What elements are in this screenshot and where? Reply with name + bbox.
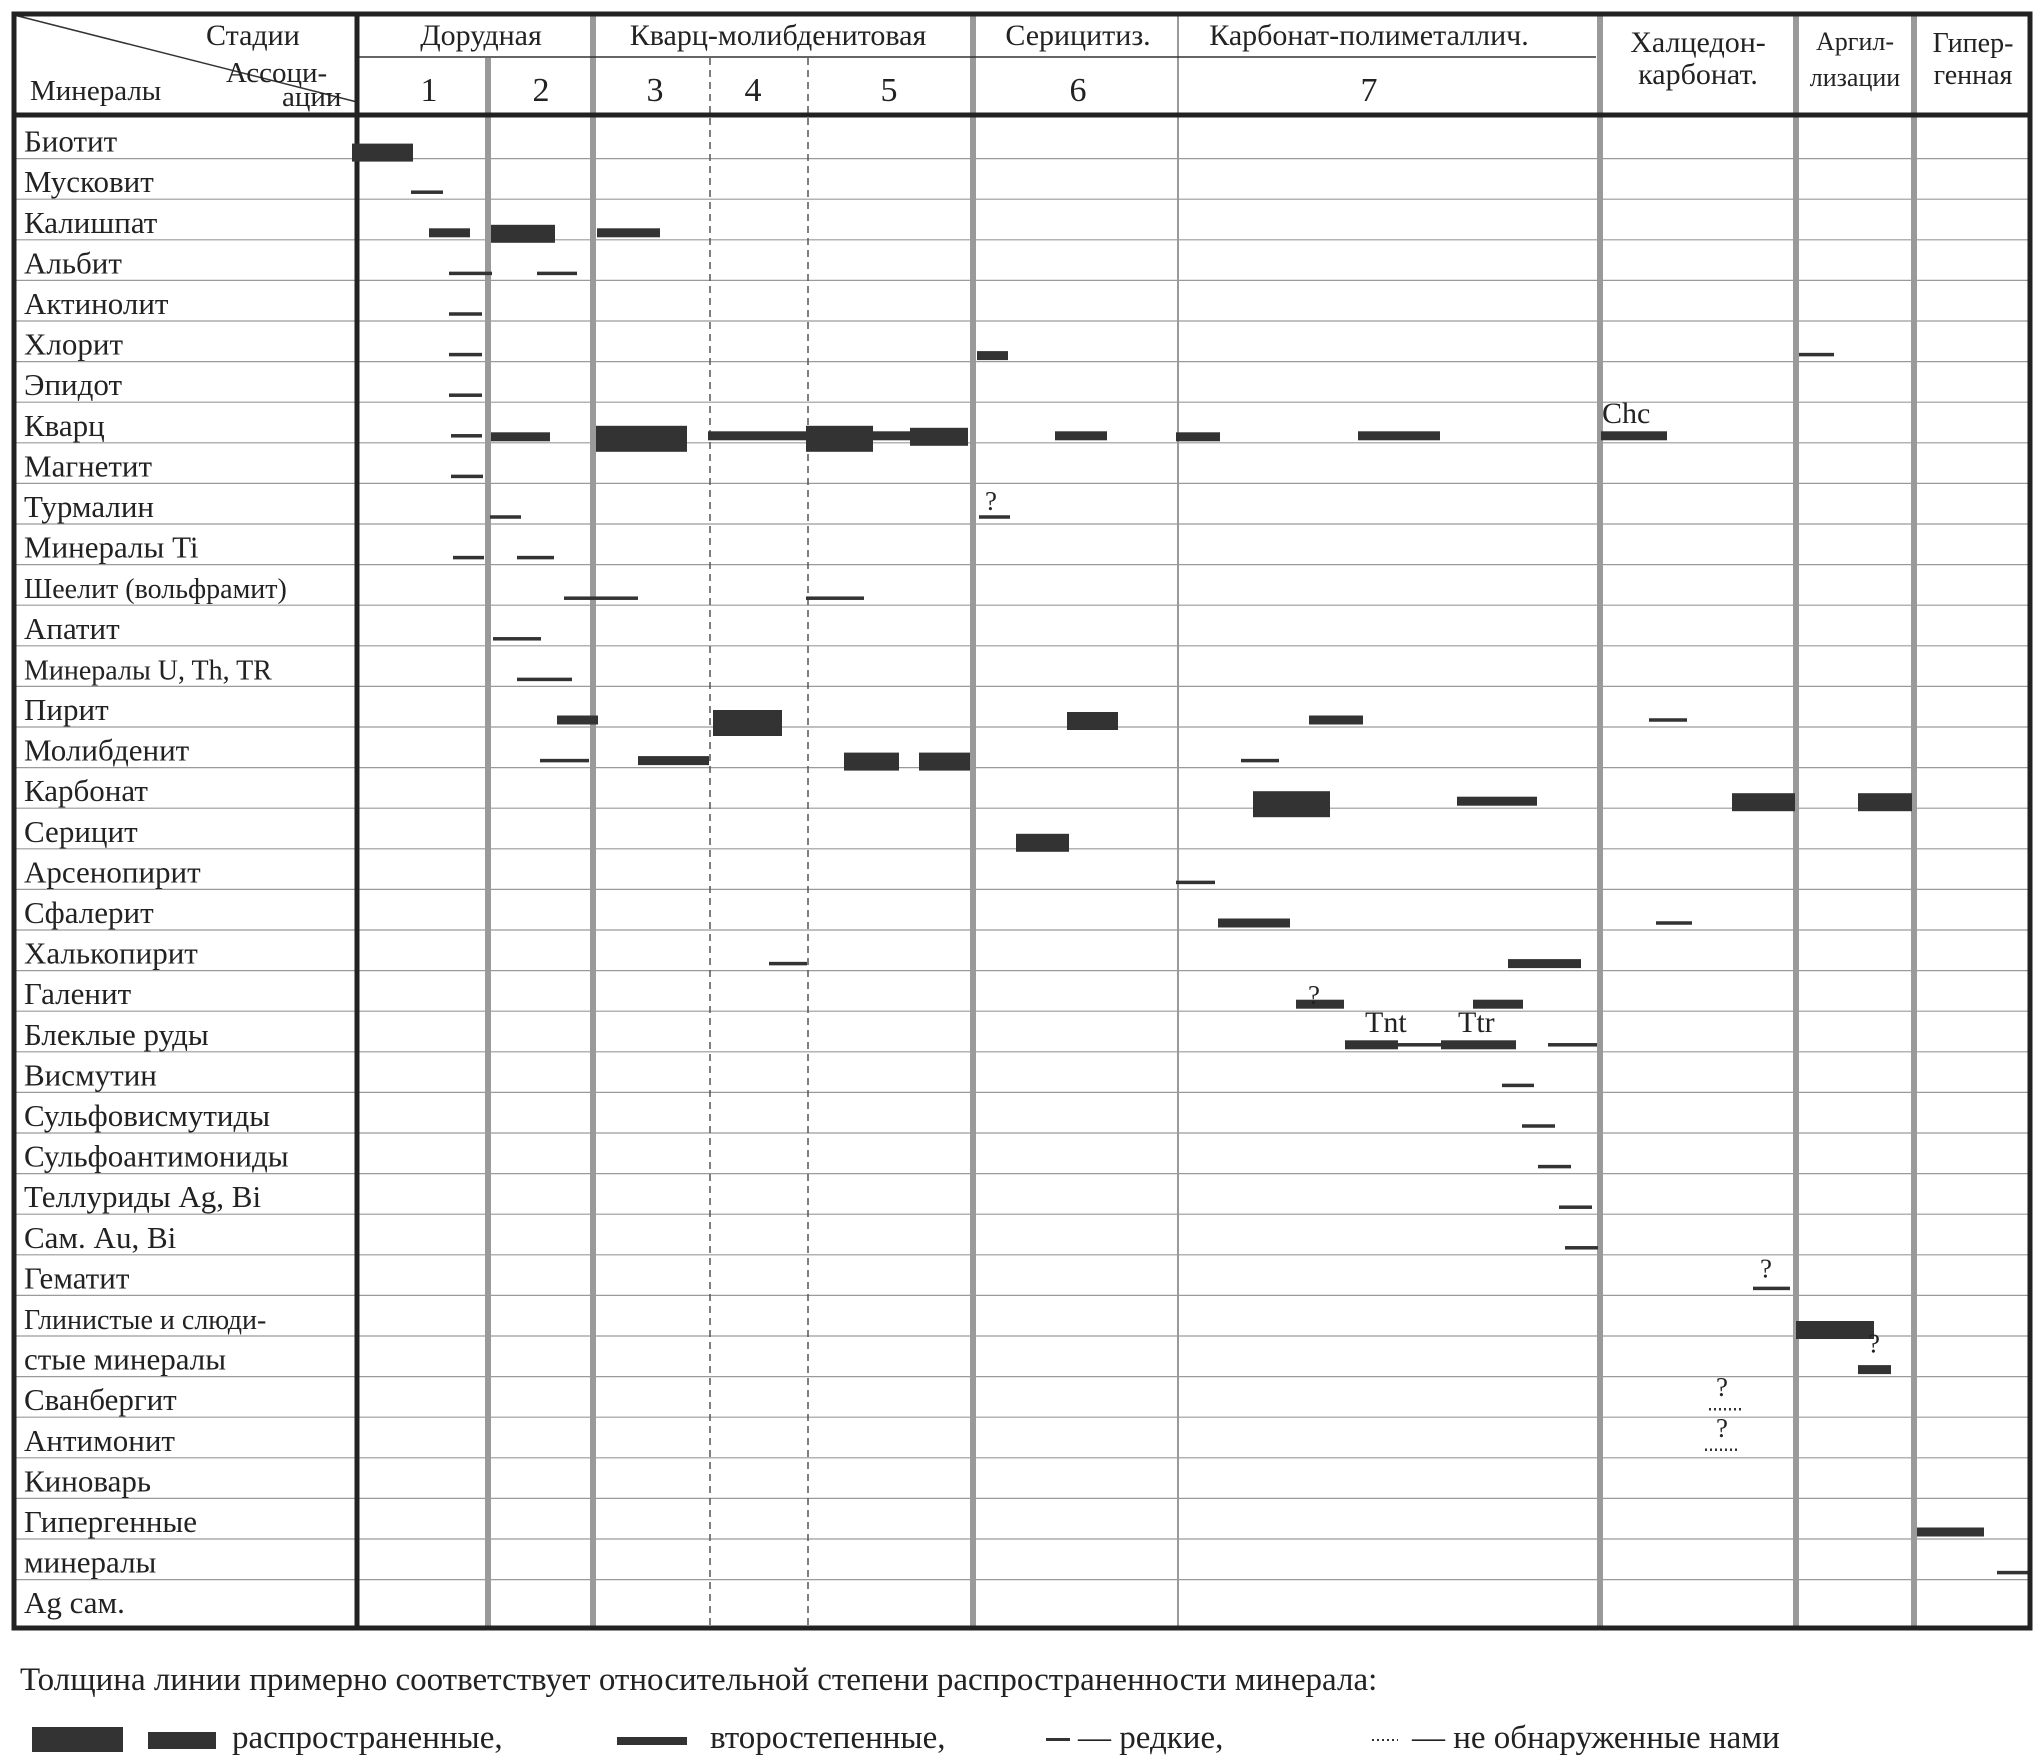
mineral-name: Сульфоантимониды <box>24 1138 289 1174</box>
stage-arg-label-2: лизации <box>1809 63 1901 92</box>
mineral-name: минералы <box>24 1544 157 1580</box>
bar-secondary <box>597 228 660 237</box>
bar-secondary <box>1441 1040 1516 1049</box>
mineral-name: Молибденит <box>24 732 190 768</box>
bar-secondary <box>638 756 709 765</box>
bar-secondary <box>1218 919 1290 928</box>
row-grid-lines <box>14 159 2030 1580</box>
corner-associations-label-1: Ассоци- <box>226 57 328 89</box>
bar-rare <box>1649 718 1687 722</box>
bar-rare <box>540 759 589 763</box>
uncertain-mark: ? <box>1760 1253 1772 1284</box>
stage-qzmo-label: Кварц-молибденитовая <box>629 19 927 52</box>
bar-secondary <box>977 351 1008 360</box>
corner-stages-label: Стадии <box>206 19 300 52</box>
column-dividers <box>488 15 1914 1628</box>
legend-secondary-swatch <box>617 1737 687 1745</box>
bar-common <box>1067 712 1118 730</box>
bar-common <box>1016 834 1069 852</box>
bar-common <box>491 225 555 243</box>
mineral-name: Апатит <box>24 610 120 646</box>
bar-common <box>806 426 873 452</box>
stage-hyp-label-2: генная <box>1933 60 2013 91</box>
stage-chalc-label-1: Халцедон- <box>1630 26 1766 59</box>
bar-rare <box>453 556 484 560</box>
association-6-number: 6 <box>1069 72 1087 109</box>
mineral-name: Сванбергит <box>24 1382 177 1418</box>
bar-secondary <box>1601 431 1667 440</box>
mineral-name: Актинолит <box>24 286 169 321</box>
mineral-name: Ag сам. <box>24 1585 125 1621</box>
mineral-name: Серицит <box>24 813 138 849</box>
bar-common <box>352 144 413 162</box>
bar-rare <box>769 962 807 966</box>
mineral-name: Висмутин <box>24 1057 157 1093</box>
bar-rare <box>490 515 521 519</box>
legend-common-label: распространенные, <box>232 1720 503 1756</box>
bar-rare <box>493 637 541 641</box>
bar-rare <box>449 353 482 357</box>
uncertain-mark: ? <box>1868 1328 1880 1359</box>
bar-secondary <box>1055 431 1107 440</box>
bar-rare <box>411 190 443 194</box>
bar-secondary <box>708 431 808 440</box>
bar-rare <box>449 393 482 397</box>
bar-common <box>919 753 970 771</box>
bar-common <box>1796 1321 1874 1339</box>
mineral-name: Теллуриды Ag, Bi <box>24 1179 262 1215</box>
bar-secondary <box>1508 959 1581 968</box>
bar-common <box>844 753 899 771</box>
mineral-name: Эпидот <box>24 367 123 403</box>
bar-secondary <box>491 432 550 441</box>
stage-arg-label-1: Аргил- <box>1816 27 1894 56</box>
mineral-name: Биотит <box>24 123 118 159</box>
bar-common <box>1732 793 1795 811</box>
bar-rare <box>449 272 492 276</box>
bar-rare <box>1398 1043 1441 1047</box>
bar-annotations <box>985 397 1880 1443</box>
association-3-number: 3 <box>646 72 664 109</box>
corner-minerals-label: Минералы <box>30 75 162 107</box>
stage-preore-label: Дорудная <box>420 19 542 52</box>
mineral-variety-label: Ttr <box>1458 1005 1495 1039</box>
bar-secondary <box>1176 432 1220 441</box>
stage-hyp-label-1: Гипер- <box>1932 28 2014 59</box>
bar-rare <box>1559 1205 1592 1209</box>
bar-secondary <box>1296 1000 1344 1009</box>
bar-rare <box>537 272 577 276</box>
mineral-name: Минералы Ti <box>24 529 199 565</box>
bar-rare <box>1997 1571 2028 1575</box>
bar-rare <box>564 596 597 600</box>
association-5-number: 5 <box>880 72 898 109</box>
mineral-name: Гипергенные <box>24 1504 198 1539</box>
bar-rare <box>451 434 482 438</box>
bar-common <box>713 710 782 736</box>
corner-associations-label-2: ации <box>282 81 342 113</box>
bar-rare <box>806 596 864 600</box>
legend-rare-swatch <box>1046 1738 1070 1741</box>
bar-secondary <box>1457 797 1537 806</box>
bar-common <box>1858 793 1912 811</box>
bar-rare <box>449 312 482 316</box>
mineral-name: Карбонат <box>24 773 148 809</box>
mineral-name: стые минералы <box>24 1341 227 1377</box>
bar-rare <box>1176 881 1215 885</box>
mineral-name: Глинистые и слюди- <box>24 1305 267 1336</box>
mineral-name: Арсенопирит <box>24 854 201 890</box>
uncertain-mark: ? <box>1716 1372 1728 1403</box>
mineral-name: Пирит <box>24 692 109 727</box>
bar-rare <box>517 556 554 560</box>
bar-rare <box>1522 1124 1555 1128</box>
mineral-name: Сфалерит <box>24 895 154 930</box>
legend-caption: Толщина линии примерно соответствует относительной степени распространенности минерала: <box>20 1662 1378 1698</box>
mineral-names <box>24 124 289 1621</box>
mineral-variety-label: Tnt <box>1365 1005 1407 1039</box>
bar-secondary <box>870 431 910 440</box>
bar-secondary <box>1345 1040 1398 1049</box>
bar-rare <box>597 596 638 600</box>
bar-rare <box>1548 1043 1597 1047</box>
bar-rare <box>1241 759 1279 763</box>
bar-rare <box>1799 353 1834 357</box>
occurrence-bars <box>352 144 2028 1575</box>
bar-secondary <box>1917 1528 1984 1537</box>
mineral-name: Минералы U, Th, TR <box>24 655 272 687</box>
bar-secondary <box>557 716 598 725</box>
legend-not-found-label: — не обнаруженные нами <box>1412 1720 1780 1756</box>
uncertain-mark: ? <box>1308 980 1320 1011</box>
bar-common <box>910 428 968 446</box>
legend-common-swatch <box>148 1732 216 1749</box>
bar-secondary <box>1858 1365 1891 1374</box>
mineral-name: Альбит <box>24 245 122 281</box>
bar-rare <box>1656 921 1692 925</box>
bar-rare <box>1502 1084 1534 1088</box>
stage-carb-label: Карбонат-полиметаллич. <box>1209 19 1529 52</box>
stage-ser-label: Серицитиз. <box>1005 19 1151 52</box>
bar-secondary <box>1358 431 1440 440</box>
mineral-name: Гематит <box>24 1260 130 1296</box>
mineral-name: Киноварь <box>24 1463 151 1499</box>
bar-rare <box>1565 1246 1598 1250</box>
mineral-variety-label: Chc <box>1602 396 1651 430</box>
mineral-name: Шеелит (вольфрамит) <box>24 574 287 606</box>
association-2-number: 2 <box>532 72 550 109</box>
mineral-name: Магнетит <box>24 448 153 484</box>
mineral-name: Галенит <box>24 976 132 1012</box>
mineral-name: Антимонит <box>24 1422 175 1458</box>
mineral-name: Блеклые руды <box>24 1016 209 1052</box>
association-7-number: 7 <box>1360 72 1378 109</box>
mineral-name: Хлорит <box>24 326 123 362</box>
association-4-number: 4 <box>744 72 762 109</box>
uncertain-mark: ? <box>985 486 997 516</box>
stage-chalc-label-2: карбонат. <box>1638 58 1758 91</box>
legend-secondary-label: второстепенные, <box>710 1720 946 1756</box>
bar-rare <box>1538 1165 1571 1169</box>
mineral-name: Калишпат <box>24 204 158 240</box>
mineral-name: Мусковит <box>24 164 154 200</box>
uncertain-mark: ? <box>1716 1412 1728 1443</box>
legend-rare-label: — редкие, <box>1078 1720 1224 1756</box>
mineral-name: Кварц <box>24 407 105 443</box>
bar-secondary <box>1309 716 1363 725</box>
bar-common <box>596 426 687 452</box>
legend-common-swatch-wide <box>32 1727 123 1752</box>
association-1-number: 1 <box>420 72 438 109</box>
bar-rare <box>1753 1287 1790 1291</box>
mineral-name: Сам. Au, Bi <box>24 1219 177 1255</box>
bar-common <box>1253 791 1330 817</box>
bar-rare <box>517 678 572 682</box>
bar-rare <box>451 475 483 479</box>
mineral-name: Турмалин <box>24 489 155 524</box>
mineral-name: Сульфовисмутиды <box>24 1098 271 1133</box>
bar-secondary <box>429 228 470 237</box>
mineral-name: Халькопирит <box>24 935 198 971</box>
